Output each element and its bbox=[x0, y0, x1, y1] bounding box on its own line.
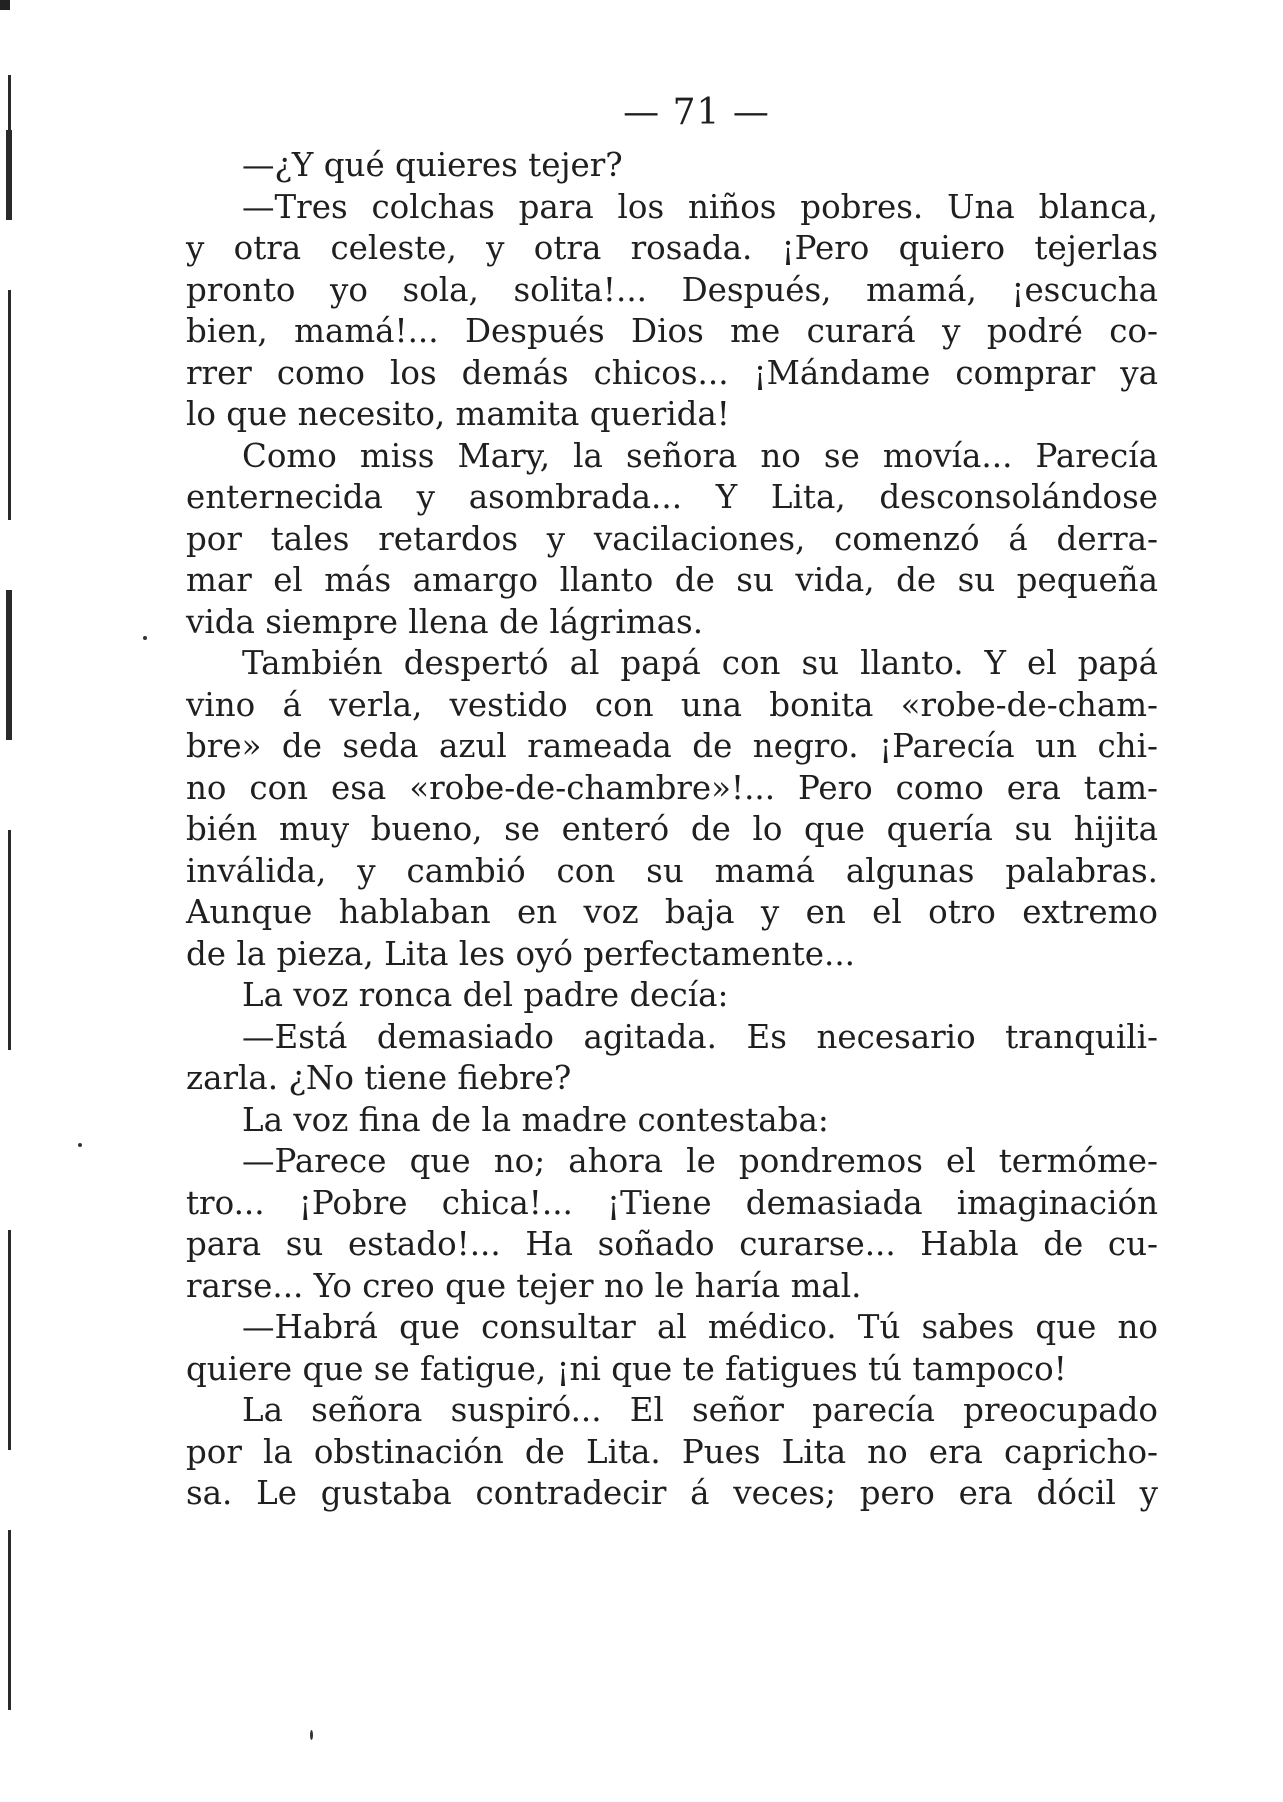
binding-edge-mark bbox=[8, 830, 11, 1050]
text-line: —Está demasiado agitada. Es necesario tranquili- bbox=[242, 1017, 1158, 1056]
text-line: sa. Le gustaba contradecir á veces; pero era dócil y bbox=[186, 1474, 1158, 1512]
text-line: vida siempre llena de lágrimas. bbox=[186, 602, 704, 641]
corner-scan-mark bbox=[0, 0, 10, 10]
text-line: no con esa «robe-de-chambre»!... Pero como era tam- bbox=[186, 768, 1158, 807]
text-line: bien, mamá!... Después Dios me curará y podré co- bbox=[186, 312, 1158, 350]
text-line: mar el más amargo llanto de su vida, de su pequeña bbox=[186, 561, 1158, 599]
binding-edge-mark bbox=[6, 130, 12, 220]
text-line: quiere que se fatigue, ¡ni que te fatigues tú tampoco! bbox=[186, 1349, 1067, 1388]
text-line: pronto yo sola, solita!... Después, mamá, ¡escucha bbox=[186, 270, 1158, 309]
body-text bbox=[186, 145, 1158, 1515]
text-line: y otra celeste, y otra rosada. ¡Pero quiero tejerlas bbox=[186, 229, 1158, 267]
text-line: —Tres colchas para los niños pobres. Una blanca, bbox=[242, 187, 1158, 226]
text-line: por tales retardos y vacilaciones, comenzó á derra- bbox=[186, 519, 1158, 558]
text-line: Como miss Mary, la señora no se movía... Parecía bbox=[242, 436, 1158, 475]
text-line: —¿Y qué quieres tejer? bbox=[242, 146, 623, 184]
text-line: inválida, y cambió con su mamá algunas palabras. bbox=[186, 851, 1158, 890]
text-line: lo que necesito, mamita querida! bbox=[186, 395, 730, 433]
ink-speck bbox=[78, 1143, 82, 1147]
text-line: Aunque hablaban en voz baja y en el otro extremo bbox=[186, 893, 1158, 931]
text-line: enternecida y asombrada... Y Lita, desconsolándose bbox=[186, 478, 1158, 516]
text-line: bre» de seda azul rameada de negro. ¡Parecía un chi- bbox=[186, 727, 1158, 765]
ink-speck bbox=[310, 1730, 313, 1740]
binding-edge-mark bbox=[8, 1530, 11, 1710]
ink-speck bbox=[143, 636, 147, 640]
text-line: por la obstinación de Lita. Pues Lita no era capricho- bbox=[186, 1432, 1158, 1471]
text-line: vino á verla, vestido con una bonita «robe-de-cham- bbox=[186, 685, 1158, 724]
text-line: La señora suspiró... El señor parecía preocupado bbox=[242, 1391, 1158, 1429]
text-line: rarse... Yo creo que tejer no le haría mal. bbox=[186, 1266, 862, 1305]
binding-edge-mark bbox=[8, 1230, 11, 1450]
text-line: —Habrá que consultar al médico. Tú sabes que no bbox=[242, 1308, 1158, 1346]
binding-edge-mark bbox=[6, 590, 12, 740]
binding-edge-mark bbox=[8, 75, 11, 130]
text-line: para su estado!... Ha soñado curarse... Habla de cu- bbox=[186, 1225, 1158, 1263]
text-line: de la pieza, Lita les oyó perfectamente... bbox=[186, 934, 856, 973]
page-number: — 71 — bbox=[623, 92, 770, 133]
text-line: —Parece que no; ahora le pondremos el termóme- bbox=[242, 1142, 1158, 1180]
text-line: La voz fina de la madre contestaba: bbox=[242, 1100, 829, 1139]
text-line: zarla. ¿No tiene fiebre? bbox=[186, 1059, 572, 1097]
binding-edge-mark bbox=[8, 290, 11, 520]
text-line: rrer como los demás chicos... ¡Mándame comprar ya bbox=[186, 353, 1158, 392]
text-line: tro... ¡Pobre chica!... ¡Tiene demasiada imaginación bbox=[186, 1183, 1158, 1222]
text-line: bién muy bueno, se enteró de lo que quería su hijita bbox=[186, 810, 1158, 848]
text-line: También despertó al papá con su llanto. Y el papá bbox=[242, 644, 1158, 682]
text-line: La voz ronca del padre decía: bbox=[242, 976, 729, 1014]
